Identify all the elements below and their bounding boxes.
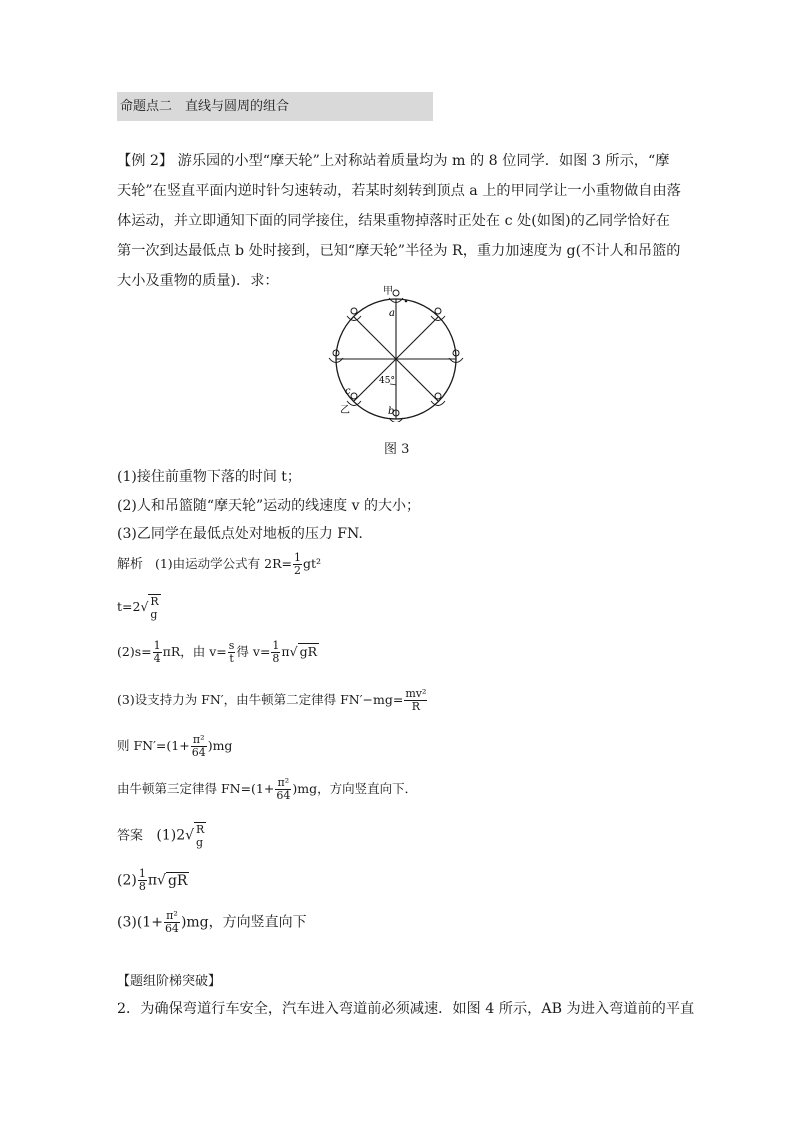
frac-quarter: $\frac{1}{4}$ xyxy=(153,639,161,665)
frac-eighth: $\frac{1}{8}$ xyxy=(272,639,280,665)
s1b-text: gt² xyxy=(302,556,322,571)
section-banner xyxy=(117,92,433,121)
solution-step-5 xyxy=(117,734,232,759)
radical-gR: gR xyxy=(299,644,318,659)
solution-step-2: t=2√ R g xyxy=(117,595,159,621)
solution-head: 解析 xyxy=(117,557,144,572)
s4-text: (3)设支持力为 FN′，由牛顿第二定律得 FN′−mg= xyxy=(117,692,404,707)
s5b-text: )mg xyxy=(207,738,233,753)
frac-half: $\frac{1}{2}$ xyxy=(293,551,301,577)
frac-pi2-64-b: $\frac{\text{π²}}{64}$ xyxy=(276,776,291,802)
answer-frac-pi2-64: $\frac{\text{π²}}{64}$ xyxy=(164,909,179,935)
example-tag: 【例 2】 xyxy=(117,153,174,169)
a1-text: (1)2 xyxy=(156,827,186,844)
ferris-wheel-figure xyxy=(320,282,470,422)
ferris-wheel-diagram xyxy=(320,282,470,422)
solution-step-4 xyxy=(117,688,428,713)
s3-text: (2)s= xyxy=(117,644,152,659)
label-a: a xyxy=(389,308,395,319)
answer-radical-gR: gR xyxy=(167,872,188,889)
s1-text: (1)由运动学公式有 2R= xyxy=(154,556,292,571)
answer-radical-R-g: R g xyxy=(196,823,205,849)
answer-1: 答案 (1)2√ R g xyxy=(117,823,205,849)
frac-s-t: $\frac{s}{t}$ xyxy=(228,639,235,665)
question-3: (3)乙同学在最低点处对地板的压力 FN. xyxy=(117,526,363,542)
a3b-text: )mg，方向竖直向下 xyxy=(180,914,307,931)
a3-text: (3)(1+ xyxy=(117,914,163,931)
label-jia: 甲 xyxy=(383,286,393,297)
section-title: 直线与圆周的组合 xyxy=(185,99,290,114)
solution-step-1 xyxy=(117,552,321,577)
s6b-text: )mg，方向竖直向下． xyxy=(292,781,418,796)
s3d-text: π xyxy=(281,644,290,659)
label-yi: 乙 xyxy=(340,405,350,416)
label-c: c xyxy=(345,386,351,397)
a2b-text: π xyxy=(147,872,158,889)
answer-2: (2) $\frac{1}{8}$ π√ gR xyxy=(117,867,188,893)
s6-text: 由牛顿第三定律得 FN=(1+ xyxy=(117,781,275,796)
solution-step-3: (2)s= $\frac{1}{4}$ πR，由 v= $\frac{s}{t}$ 得 v= $\frac{1}{8}$ π√ gR xyxy=(117,639,318,665)
s3b-text: πR，由 v= xyxy=(162,644,227,659)
group-item: 2．为确保弯道行车安全，汽车进入弯道前必须减速．如图 4 所示，AB 为进入弯道前的平直 xyxy=(117,1001,695,1017)
question-2: (2)人和吊篮随“摩天轮”运动的线速度 v 的大小； xyxy=(117,498,420,514)
frac-mv2-R: $\frac{\text{mv²}}{R}$ xyxy=(405,687,427,713)
solution-step-6 xyxy=(117,777,417,802)
answer-head: 答案 xyxy=(117,828,144,844)
s3c-text: 得 v= xyxy=(236,644,271,659)
section-label: 命题点二 xyxy=(120,99,173,114)
radical-R-g: R g xyxy=(150,595,159,621)
figure-caption: 图 3 xyxy=(384,442,410,457)
label-b: b xyxy=(388,406,395,417)
s2-text: t=2 xyxy=(117,599,141,614)
group-tag: 【题组阶梯突破】 xyxy=(117,974,222,989)
question-1: (1)接住前重物下落的时间 t； xyxy=(117,469,301,485)
a2-text: (2) xyxy=(117,872,137,889)
label-angle: 45° xyxy=(379,376,395,386)
s5-text: 则 FN′=(1+ xyxy=(117,738,190,753)
frac-pi2-64-a: $\frac{\text{π²}}{64}$ xyxy=(191,733,206,759)
answer-3 xyxy=(117,910,307,935)
example-text: 游乐园的小型“摩天轮”上对称站着质量均为 m 的 8 位同学．如图 3 所示，“摩天轮”在竖直平面内逆时针匀速转动，若某时刻转到顶点 a 上的甲同学让一小重物做自由落体运动，并立即通知下面的同学接住，结果重物掉落时正处在 c 处(如图)的乙同学恰好在第一次到达最低点 b 处时接到，已知“摩天轮”半径为 R，重力加速度为 g(不计人和吊篮的大小及重物的质量)．求： xyxy=(117,153,681,289)
example-paragraph xyxy=(117,146,682,296)
answer-frac-eighth: $\frac{1}{8}$ xyxy=(138,867,146,893)
